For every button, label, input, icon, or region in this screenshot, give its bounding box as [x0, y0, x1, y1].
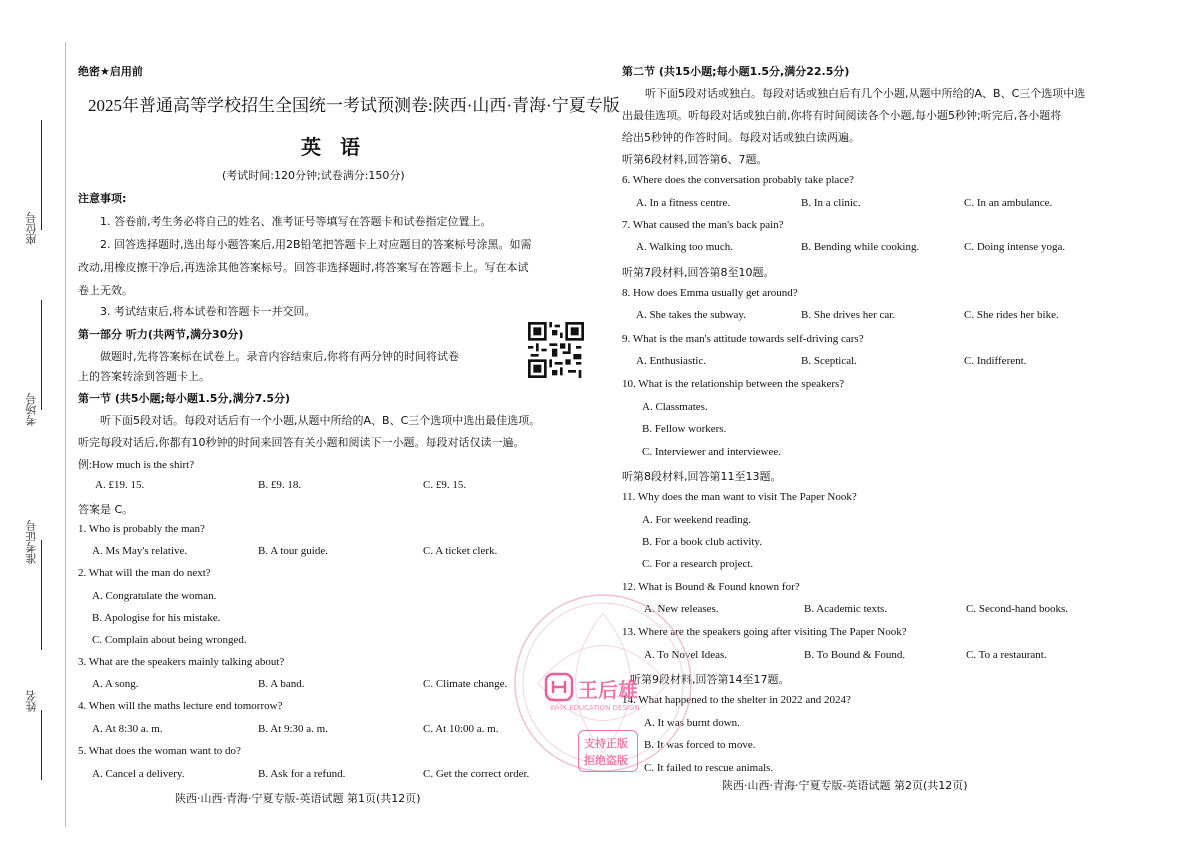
question-4-option-a: A. At 8:30 a. m.: [92, 723, 163, 735]
material-7-header: 听第7段材料,回答第8至10题。: [622, 266, 775, 279]
ticket-number-label: 准考证号: [25, 520, 38, 564]
material-9-header: 听第9段材料,回答第14至17题。: [630, 673, 790, 686]
question-7-option-c: C. Doing intense yoga.: [964, 241, 1066, 253]
question-1-option-a: A. Ms May's relative.: [92, 545, 188, 557]
question-12-option-b: B. Academic texts.: [804, 603, 888, 615]
question-6-option-b: B. In a clinic.: [801, 197, 861, 209]
question-3-option-b: B. A band.: [258, 678, 305, 690]
question-12-option-a: A. New releases.: [644, 603, 719, 615]
question-10-option-a: A. Classmates.: [642, 401, 708, 413]
question-10-option-c: C. Interviewer and interviewee.: [642, 446, 781, 458]
section-1-instructions-line-2: 听完每段对话后,你都有10秒钟的时间来回答有关小题和阅读下一小题。每段对话仅读一遍。: [78, 436, 525, 449]
part-1-instructions-line-2: 上的答案转涂到答题卡上。: [78, 370, 210, 383]
question-9-option-a: A. Enthusiastic.: [636, 355, 706, 367]
section-2-title: 第二节 (共15小题;每小题1.5分,满分22.5分): [622, 65, 850, 78]
seat-number-line: [41, 120, 42, 230]
question-14-option-a: A. It was burnt down.: [644, 717, 740, 729]
room-number-line: [41, 300, 42, 410]
question-8: 8. How does Emma usually get around?: [622, 287, 798, 299]
page-2-footer: 陕西·山西·青海·宁夏专版-英语试题 第2页(共12页): [722, 779, 968, 792]
question-10-option-b: B. Fellow workers.: [642, 423, 727, 435]
question-9: 9. What is the man's attitude towards self-driving cars?: [622, 333, 864, 345]
question-11: 11. Why does the man want to visit The Paper Nook?: [622, 491, 857, 503]
example-option-a: A. £19. 15.: [95, 479, 145, 491]
subject-title: 英 语: [301, 135, 366, 159]
page-1-footer: 陕西·山西·青海·宁夏专版-英语试题 第1页(共12页): [175, 792, 421, 805]
note-1: 1. 答卷前,考生务必将自己的姓名、准考证号等填写在答题卡和试卷指定位置上。: [100, 215, 492, 228]
stamp-line-2: 拒绝盗版: [584, 754, 628, 767]
question-13: 13. Where are the speakers going after visiting The Paper Nook?: [622, 626, 907, 638]
question-14-option-c: C. It failed to rescue animals.: [644, 762, 774, 774]
section-2-instructions-line-3: 给出5秒钟的作答时间。每段对话或独白读两遍。: [622, 131, 860, 144]
exam-time-info: (考试时间:120分钟;试卷满分:150分): [222, 169, 405, 182]
question-9-option-b: B. Sceptical.: [801, 355, 857, 367]
room-number-label: 考场号: [25, 393, 38, 426]
question-4: 4. When will the maths lecture end tomorrow?: [78, 700, 283, 712]
question-5: 5. What does the woman want to do?: [78, 745, 241, 757]
note-2-line-3: 卷上无效。: [78, 284, 133, 297]
watermark-subtitle: WHX EDUCATION DESIGN: [550, 704, 640, 712]
question-5-option-a: A. Cancel a delivery.: [92, 768, 185, 780]
question-3-option-a: A. A song.: [92, 678, 139, 690]
example-option-c: C. £9. 15.: [423, 479, 467, 491]
material-8-header: 听第8段材料,回答第11至13题。: [622, 470, 782, 483]
qr-code-icon: [528, 322, 584, 378]
name-label: 姓名: [25, 690, 38, 712]
notes-title: 注意事项:: [78, 192, 127, 205]
question-6-option-a: A. In a fitness centre.: [636, 197, 731, 209]
question-13-option-b: B. To Bound & Found.: [804, 649, 906, 661]
question-8-option-c: C. She rides her bike.: [964, 309, 1059, 321]
question-11-option-b: B. For a book club activity.: [642, 536, 762, 548]
stamp-line-1: 支持正版: [584, 737, 628, 750]
note-3: 3. 考试结束后,将本试卷和答题卡一并交回。: [100, 305, 316, 318]
question-1-option-b: B. A tour guide.: [258, 545, 328, 557]
example-answer: 答案是 C。: [78, 503, 134, 516]
note-2-line-1: 2. 回答选择题时,选出每小题答案后,用2B铅笔把答题卡上对应题目的答案标号涂黑。如需: [100, 238, 532, 251]
example-question: 例:How much is the shirt?: [78, 459, 195, 471]
part-1-instructions-line-1: 做题时,先将答案标在试卷上。录音内容结束后,你将有两分钟的时间将试卷: [100, 350, 459, 363]
question-8-option-b: B. She drives her car.: [801, 309, 896, 321]
question-4-option-b: B. At 9:30 a. m.: [258, 723, 328, 735]
question-14: 14. What happened to the shelter in 2022 and 2024?: [622, 694, 851, 706]
question-7-option-a: A. Walking too much.: [636, 241, 733, 253]
question-8-option-a: A. She takes the subway.: [636, 309, 746, 321]
question-13-option-a: A. To Novel Ideas.: [644, 649, 728, 661]
example-option-b: B. £9. 18.: [258, 479, 302, 491]
question-2-option-b: B. Apologise for his mistake.: [92, 612, 221, 624]
question-3: 3. What are the speakers mainly talking about?: [78, 656, 285, 668]
section-1-instructions-line-1: 听下面5段对话。每段对话后有一个小题,从题中所给的A、B、C三个选项中选出最佳选项。: [100, 414, 541, 427]
section-2-instructions-line-2: 出最佳选项。听每段对话或独白前,你将有时间阅读各个小题,每小题5秒钟;听完后,各小题将: [622, 109, 1062, 122]
question-10: 10. What is the relationship between the speakers?: [622, 378, 845, 390]
seat-number-label: 座位号: [25, 212, 38, 245]
watermark-brand: 王后雄: [578, 678, 638, 702]
material-6-header: 听第6段材料,回答第6、7题。: [622, 153, 768, 166]
section-1-title: 第一节 (共5小题;每小题1.5分,满分7.5分): [78, 392, 291, 405]
question-2: 2. What will the man do next?: [78, 567, 211, 579]
question-11-option-c: C. For a research project.: [642, 558, 754, 570]
name-line: [41, 710, 42, 780]
anti-piracy-stamp: [578, 730, 638, 772]
question-14-option-b: B. It was forced to move.: [644, 739, 756, 751]
question-7-option-b: B. Bending while cooking.: [801, 241, 920, 253]
exam-title: 2025年普通高等学校招生全国统一考试预测卷:陕西·山西·青海·宁夏专版: [88, 96, 620, 115]
question-4-option-c: C. At 10:00 a. m.: [423, 723, 499, 735]
section-2-instructions-line-1: 听下面5段对话或独白。每段对话或独白后有几个小题,从题中所给的A、B、C三个选项中选: [645, 87, 1086, 100]
question-13-option-c: C. To a restaurant.: [966, 649, 1047, 661]
question-5-option-b: B. Ask for a refund.: [258, 768, 346, 780]
question-9-option-c: C. Indifferent.: [964, 355, 1027, 367]
question-2-option-a: A. Congratulate the woman.: [92, 590, 217, 602]
question-6-option-c: C. In an ambulance.: [964, 197, 1053, 209]
note-2-line-2: 改动,用橡皮擦干净后,再选涂其他答案标号。回答非选择题时,将答案写在答题卡上。写在本试: [78, 261, 529, 274]
margin-rule: [65, 42, 66, 827]
secret-label: 绝密★启用前: [78, 65, 143, 78]
question-7: 7. What caused the man's back pain?: [622, 219, 784, 231]
question-2-option-c: C. Complain about being wronged.: [92, 634, 247, 646]
part-1-title: 第一部分 听力(共两节,满分30分): [78, 328, 244, 341]
question-11-option-a: A. For weekend reading.: [642, 514, 752, 526]
question-12-option-c: C. Second-hand books.: [966, 603, 1069, 615]
question-5-option-c: C. Get the correct order.: [423, 768, 530, 780]
whx-logo-icon: [544, 672, 574, 702]
question-1-option-c: C. A ticket clerk.: [423, 545, 498, 557]
question-1: 1. Who is probably the man?: [78, 523, 205, 535]
publisher-watermark: [508, 588, 698, 778]
question-6: 6. Where does the conversation probably take place?: [622, 174, 854, 186]
question-12: 12. What is Bound & Found known for?: [622, 581, 800, 593]
question-3-option-c: C. Climate change.: [423, 678, 508, 690]
ticket-number-line: [41, 540, 42, 650]
